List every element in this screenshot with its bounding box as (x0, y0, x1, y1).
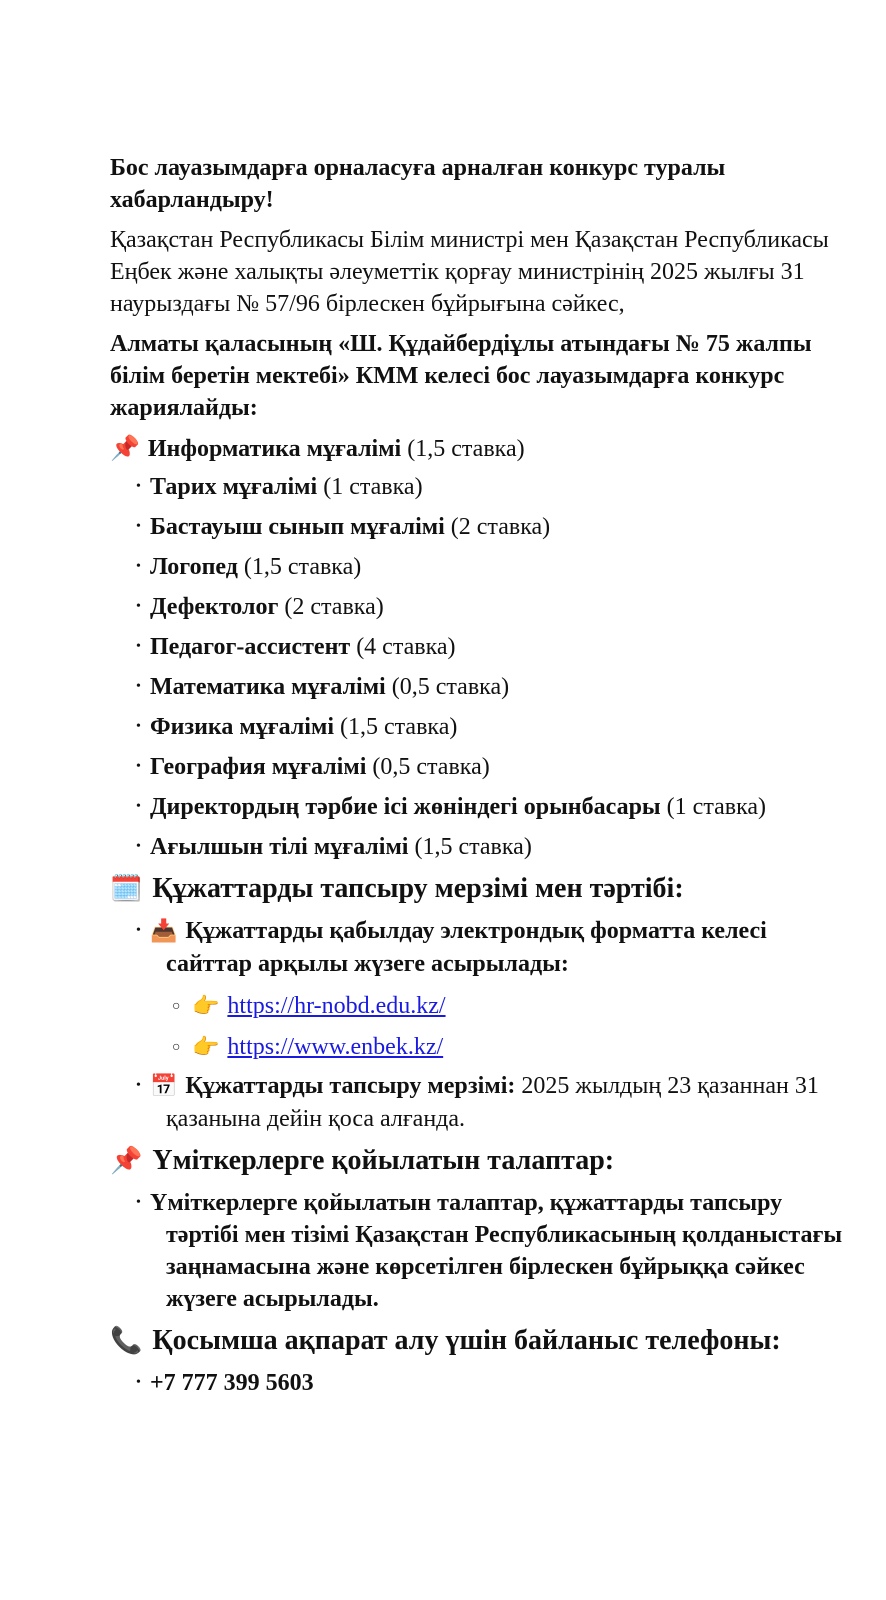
deadline-item (136, 1070, 850, 1135)
announcement-content (110, 152, 850, 1407)
link-hr-nobd[interactable]: https://hr-nobd.edu.kz/ (227, 993, 446, 1019)
contact-heading-text: Қосымша ақпарат алу үшін байланыс телефоны: (152, 1325, 781, 1356)
position-name: Дефектолог (150, 594, 279, 620)
bullet-icon: • (136, 923, 141, 938)
contact-phone-item (136, 1367, 850, 1399)
spiral-calendar-icon: 🗓️ (110, 874, 143, 904)
contact-heading (110, 1323, 850, 1359)
position-rate: (1,5 ставка) (339, 714, 458, 740)
bullet-icon: • (136, 559, 141, 574)
links-list (110, 988, 850, 1066)
calendar-17-icon: 📅 (150, 1074, 178, 1099)
bullet-icon: • (136, 639, 141, 654)
position-item (136, 831, 850, 863)
bullet-icon: • (136, 519, 141, 534)
position-name: Логопед (150, 554, 238, 580)
requirements-item (136, 1187, 850, 1315)
bullet-icon: • (136, 799, 141, 814)
position-rate: (1,5 ставка) (407, 436, 525, 462)
position-rate: (2 ставка) (284, 594, 384, 620)
position-rate: (0,5 ставка) (372, 754, 490, 780)
position-name: Математика мұғалімі (150, 674, 386, 700)
documents-electronic-item (136, 915, 850, 980)
position-rate: (1,5 ставка) (414, 834, 532, 860)
position-rate: (1 ставка) (323, 474, 423, 500)
position-item (136, 471, 850, 503)
intro-paragraph: Қазақстан Республикасы Білім министрі мен Қазақстан Республикасы Еңбек және халықты әлеуметтік қорғау министрінің 2025 жылғы 31 наурыздағы № 57/96 бірлескен бұйрығына сәйкес, (110, 227, 829, 317)
documents-heading (110, 871, 850, 907)
positions-list (110, 471, 850, 863)
position-item (136, 751, 850, 783)
documents-list (110, 915, 850, 980)
requirements-list (110, 1187, 850, 1315)
documents-electronic-text: Құжаттарды қабылдау электрондық форматта келесі сайттар арқылы жүзеге асырылады: (166, 918, 767, 977)
bullet-icon: • (136, 479, 141, 494)
position-item (136, 551, 850, 583)
circle-bullet-icon: ○ (172, 1040, 181, 1055)
bullet-icon: • (136, 759, 141, 774)
contact-phone[interactable]: +7 777 399 5603 (150, 1370, 314, 1396)
position-name: Физика мұғалімі (150, 714, 334, 740)
bullet-icon: • (136, 1078, 141, 1093)
announce-paragraph: Алматы қаласының «Ш. Құдайбердіұлы атындағы № 75 жалпы білім беретін мектебі» КММ келесі бос лауазымдарға конкурс жариялайды: (110, 331, 812, 421)
bullet-icon: • (136, 1375, 141, 1390)
position-item (136, 631, 850, 663)
contact-list (110, 1367, 850, 1399)
pointing-finger-icon: 👉 (192, 994, 220, 1019)
position-name: Ағылшын тілі мұғалімі (150, 834, 409, 860)
inbox-tray-icon: 📥 (150, 919, 178, 944)
position-item (136, 511, 850, 543)
link-enbek[interactable]: https://www.enbek.kz/ (227, 1034, 444, 1060)
position-item (136, 711, 850, 743)
position-name: Тарих мұғалімі (150, 474, 318, 500)
telephone-receiver-icon: 📞 (110, 1326, 143, 1356)
position-name: Директордың тәрбие ісі жөніндегі орынбасары (150, 794, 661, 820)
link-item (172, 988, 850, 1025)
position-rate: (1 ставка) (666, 794, 767, 820)
documents-heading-text: Құжаттарды тапсыру мерзімі мен тәртібі: (152, 873, 684, 904)
link-item (172, 1029, 850, 1066)
position-rate: (1,5 ставка) (243, 554, 362, 580)
deadline-label: Құжаттарды тапсыру мерзімі: (185, 1073, 516, 1099)
deadline-text: 2025 жылдың 23 қазаннан 31 қазанына дейін қоса алғанда. (166, 1073, 819, 1132)
bullet-icon: • (136, 679, 141, 694)
bullet-icon: • (136, 599, 141, 614)
page-title: Бос лауазымдарға орналасуға арналған конкурс туралы хабарландыру! (110, 155, 726, 213)
requirements-heading (110, 1143, 850, 1179)
bullet-icon: • (136, 1195, 141, 1210)
position-name: Информатика мұғалімі (147, 436, 402, 462)
bullet-icon: • (136, 839, 141, 854)
position-item (136, 791, 850, 823)
deadline-list (110, 1070, 850, 1135)
position-rate: (4 ставка) (356, 634, 456, 660)
pointing-finger-icon: 👉 (192, 1035, 220, 1060)
pushpin-icon: 📌 (110, 1146, 143, 1176)
position-item-first (110, 430, 850, 467)
position-item (136, 671, 850, 703)
position-rate: (0,5 ставка) (391, 674, 510, 700)
pushpin-icon: 📌 (110, 434, 140, 462)
requirements-heading-text: Үміткерлерге қойылатын талаптар: (152, 1145, 615, 1176)
position-name: Педагог-ассистент (150, 634, 351, 660)
bullet-icon: • (136, 719, 141, 734)
position-name: География мұғалімі (150, 754, 367, 780)
circle-bullet-icon: ○ (172, 999, 181, 1014)
requirements-text: Үміткерлерге қойылатын талаптар, құжаттарды тапсыру тәртібі мен тізімі Қазақстан Республикасының қолданыстағы заңнамасына және көрсетілген бірлескен бұйрыққа сәйкес жүзеге асырылады. (150, 1190, 843, 1312)
position-rate: (2 ставка) (450, 514, 551, 540)
position-name: Бастауыш сынып мұғалімі (150, 514, 445, 540)
position-item (136, 591, 850, 623)
